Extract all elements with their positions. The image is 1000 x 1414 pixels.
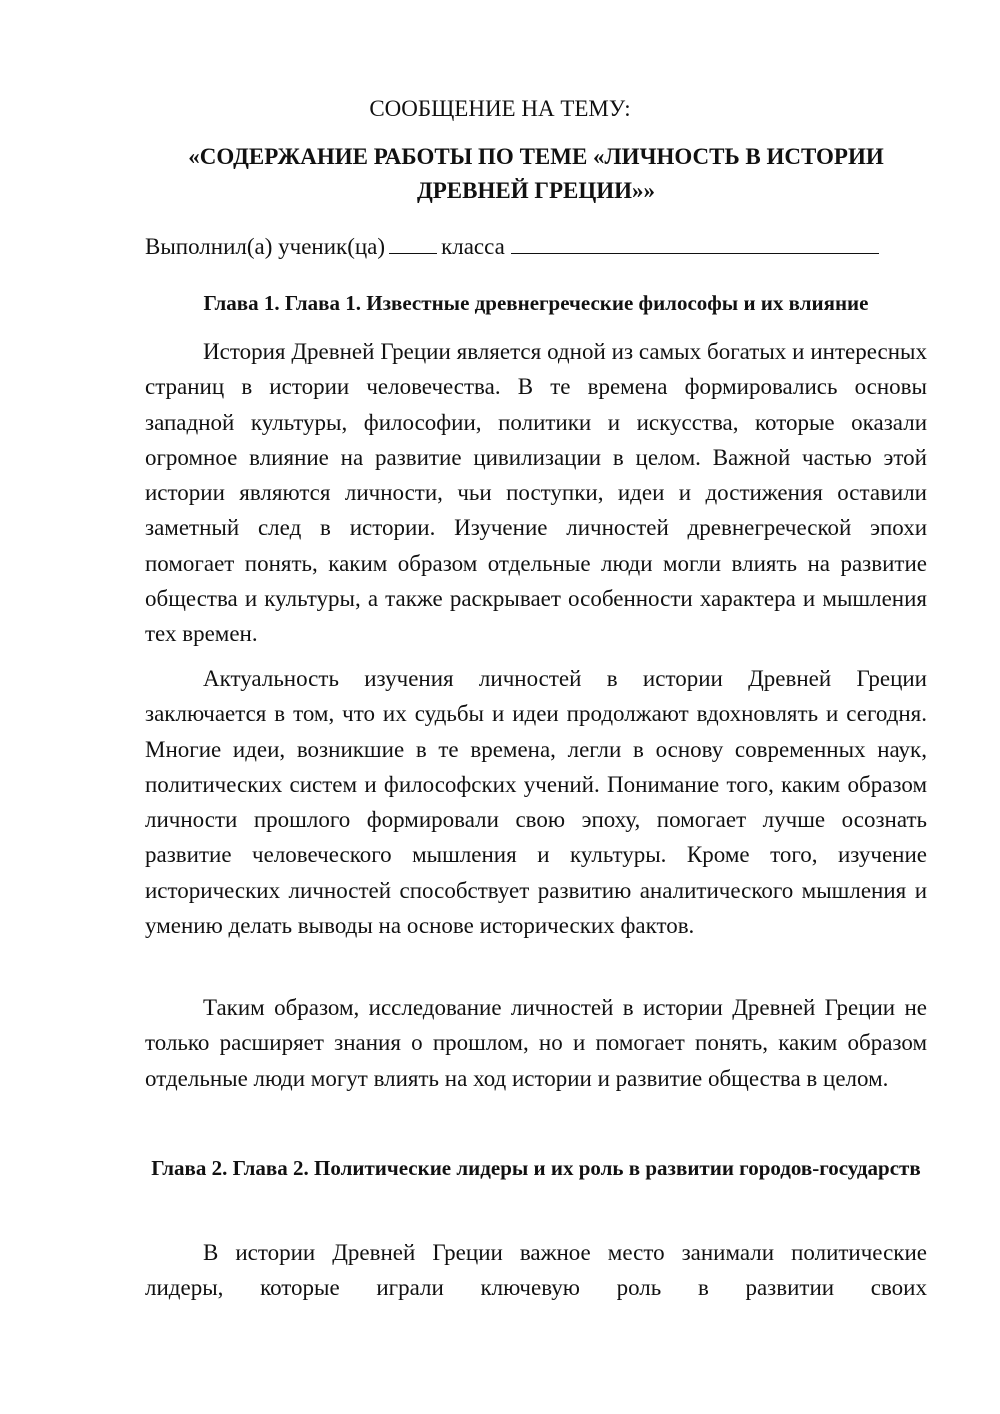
chapter-1-paragraph-3: Таким образом, исследование личностей в истории Древней Греции не только расширяет знания о прошлом, но и помогает понять, каким образом отдельные люди могут влиять на ход истории и развитие общества в целом. <box>145 995 927 1091</box>
chapter-1-paragraph-1: История Древней Греции является одной из самых богатых и интересных страниц в истории человечества. В те времена формировались основы западной культуры, философии, политики и искусства, которые оказали огромное влияние на развитие цивилизации в целом. Важной частью этой истории являются личности, чьи поступки, идеи и достижения оставили заметный след в истории. Изучение личностей древнегреческой эпохи помогает понять, каким образом отдельные люди могли влиять на развитие общества и культуры, а также раскрывает особенности характера и мышления тех времен. <box>145 339 927 647</box>
performed-by-label: Выполнил(а) ученик(ца) <box>145 234 386 259</box>
document-title: «СОДЕРЖАНИЕ РАБОТЫ ПО ТЕМЕ «ЛИЧНОСТЬ В ИСТОРИИ ДРЕВНЕЙ ГРЕЦИИ»» <box>188 144 884 203</box>
chapter-1-paragraph-2: Актуальность изучения личностей в истории Древней Греции заключается в том, что их судьбы и идеи продолжают вдохновлять и сегодня. Многие идеи, возникшие в те времена, легли в основу современных наук, политических систем и философских учений. Понимание того, каким образом личности прошлого формировали свою эпоху, помогает лучше осознать развитие человеческого мышления и культуры. Кроме того, изучение исторических личностей способствует развитию аналитического мышления и умению делать выводы на основе исторических фактов. <box>145 666 927 939</box>
subject-text: СООБЩЕНИЕ НА ТЕМУ: <box>369 96 631 121</box>
class-number-blank <box>389 231 437 254</box>
class-label: класса <box>441 234 505 259</box>
chapter-2-paragraph-1: В истории Древней Греции важное место занимали политические лидеры, которые играли ключевую роль в развитии своих <box>145 1240 927 1301</box>
chapter-2-heading: Глава 2. Глава 2. Политические лидеры и их роль в развитии городов-государств <box>151 1156 921 1180</box>
signature-line <box>145 231 927 263</box>
student-name-blank <box>511 231 879 254</box>
subject-line <box>0 93 1000 125</box>
chapter-1-heading: Глава 1. Глава 1. Известные древнегреческие философы и их влияние <box>203 291 869 315</box>
